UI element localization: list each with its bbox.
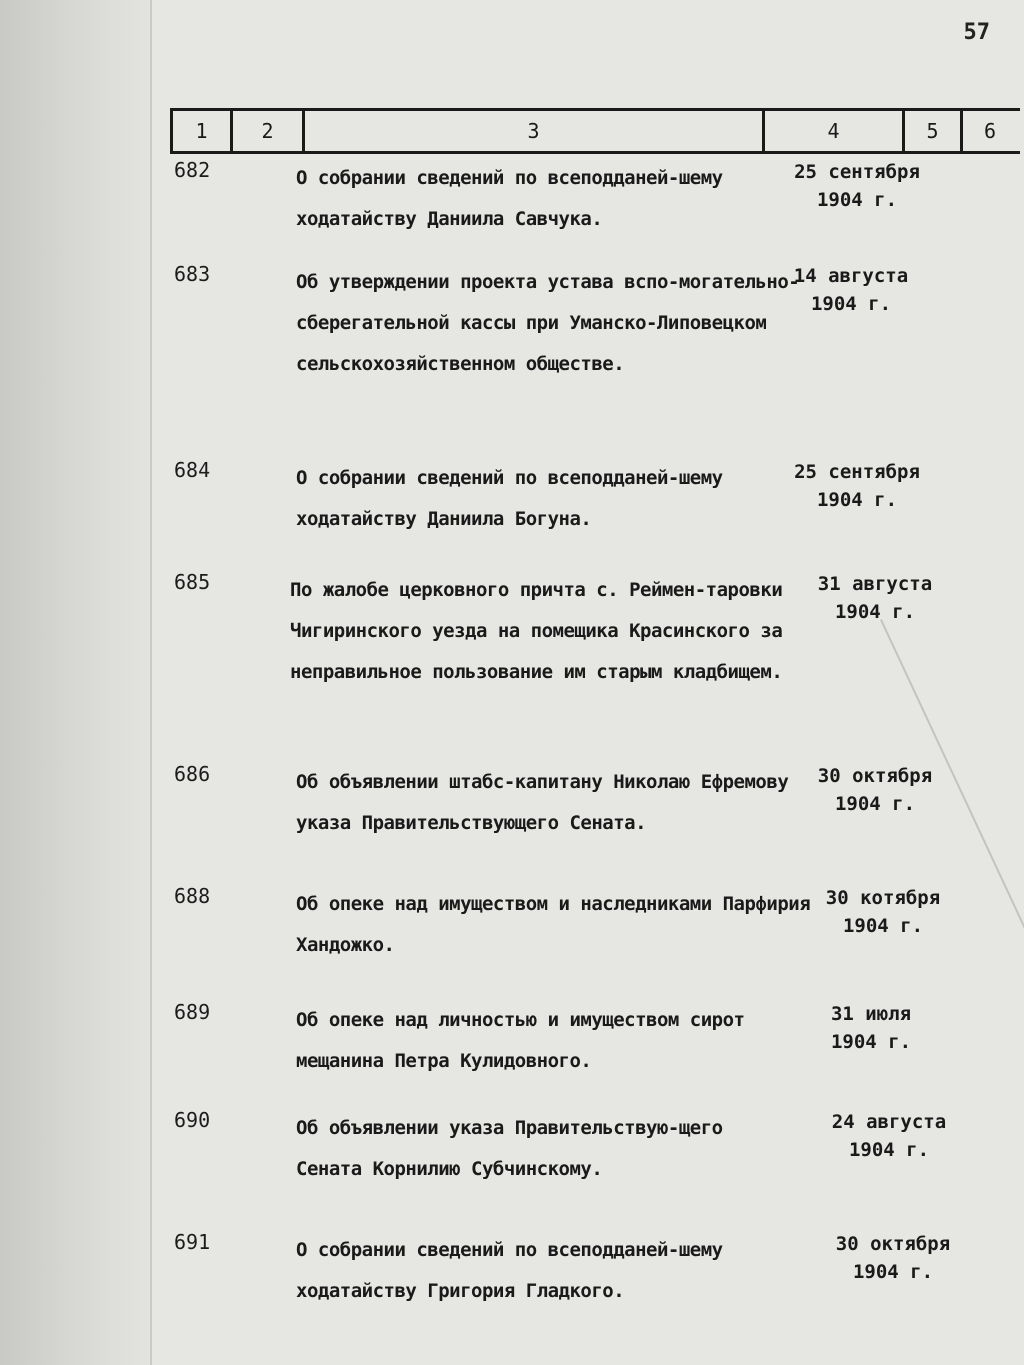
entry-date-year: 1904 г.: [848, 1139, 930, 1161]
entry-date-day: 25 сентября: [794, 461, 920, 483]
entry-number: 690: [174, 1108, 211, 1132]
entry-title: О собрании сведений по всеподданей-шему ходатайству Даниила Богуна.: [296, 467, 723, 530]
entry-number: 682: [174, 158, 211, 182]
entry-title: Об опеке над имуществом и наследниками Парфирия Хандожко.: [296, 893, 811, 956]
entry-date-day: 14 августа: [793, 265, 909, 287]
entry-date-day: 30 октября: [835, 1233, 951, 1255]
entry-date-day: 31 июля: [830, 1003, 912, 1025]
entry-number: 688: [174, 884, 211, 908]
entry-title: О собрании сведений по всеподданей-шему ходатайству Григория Гладкого.: [296, 1239, 723, 1302]
column-header-2: 2: [233, 111, 305, 151]
entry-date: [782, 458, 932, 514]
column-header-4: 4: [765, 111, 905, 151]
entry-date: [776, 262, 926, 318]
entry-date-day: 30 котября: [825, 887, 941, 909]
entry-date: [782, 158, 932, 214]
entry-date-year: 1904 г.: [816, 489, 898, 511]
entry-date-year: 1904 г.: [830, 1031, 912, 1053]
entry-date-year: 1904 г.: [810, 293, 892, 315]
entry-date-year: 1904 г.: [842, 915, 924, 937]
column-header-1: 1: [173, 111, 233, 151]
entry-title: Об объявлении штабс-капитану Николаю Ефремову указа Правительствующего Сената.: [296, 771, 789, 834]
column-header-5: 5: [905, 111, 963, 151]
entry-title: Об объявлении указа Правительствую-щего Сената Корнилию Субчинскому.: [296, 1117, 723, 1180]
column-header-6: 6: [983, 119, 997, 143]
entry-date-day: 25 сентября: [794, 161, 920, 183]
entry-number: 686: [174, 762, 211, 786]
entry-date-day: 24 августа: [831, 1111, 947, 1133]
entry-date-year: 1904 г.: [834, 601, 916, 623]
entry-date: [818, 1230, 968, 1286]
entry-date: [808, 884, 958, 940]
entry-number: 689: [174, 1000, 211, 1024]
entry-date-year: 1904 г.: [816, 189, 898, 211]
paper-crease: [880, 560, 1024, 928]
page-gutter: [150, 0, 152, 1365]
entry-date-day: 31 августа: [817, 573, 933, 595]
entry-title: Об утверждении проекта устава вспо-могательно-сберегательной кассы при Уманско-Липовецком сельскохозяйственном обществе.: [296, 271, 800, 375]
entry-number: 683: [174, 262, 211, 286]
entry-number: 691: [174, 1230, 211, 1254]
entry-date-year: 1904 г.: [834, 793, 916, 815]
entry-title: О собрании сведений по всеподданей-шему ходатайству Даниила Савчука.: [296, 167, 723, 230]
entry-title: Об опеке над личностью и имуществом сирот мещанина Петра Кулидовного.: [296, 1009, 745, 1072]
entry-date: [796, 1000, 946, 1056]
column-header-row: [170, 108, 1020, 154]
entry-title: По жалобе церковного причта с. Реймен-таровки Чигиринского уезда на помещика Красинского за неправильное пользование им старым кладбищем.: [290, 579, 783, 683]
entry-date-year: 1904 г.: [852, 1261, 934, 1283]
facing-page-margin: [0, 0, 150, 1365]
column-header-3: 3: [305, 111, 765, 151]
page-number: 57: [963, 20, 990, 45]
entry-date-day: 30 октября: [817, 765, 933, 787]
entry-date: [814, 1108, 964, 1164]
entry-number: 684: [174, 458, 211, 482]
entry-number: 685: [174, 570, 211, 594]
entry-date: [800, 762, 950, 818]
